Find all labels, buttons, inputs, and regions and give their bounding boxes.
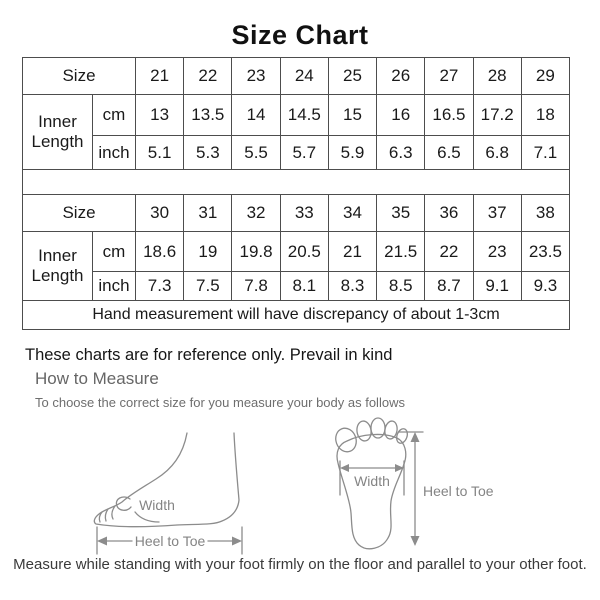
sole-heel-to-toe-label: Heel to Toe — [423, 483, 494, 499]
cm-value-cell: 16 — [377, 95, 425, 136]
inch-value-cell: 9.3 — [521, 272, 569, 301]
inch-value-cell: 5.1 — [136, 136, 184, 170]
size-cell: 30 — [136, 195, 184, 232]
inch-value-cell: 8.7 — [425, 272, 473, 301]
arrowhead-left — [340, 464, 349, 472]
size-cell: 37 — [473, 195, 521, 232]
cm-value-cell: 15 — [328, 95, 376, 136]
toe-line — [105, 509, 108, 521]
inch-value-cell: 6.8 — [473, 136, 521, 170]
size-cell: 23 — [232, 58, 280, 95]
size-cell: 24 — [280, 58, 328, 95]
inch-value-cell: 5.7 — [280, 136, 328, 170]
size-cell: 31 — [184, 195, 232, 232]
side-width-label: Width — [139, 497, 175, 513]
how-to-measure-subtitle: To choose the correct size for you measure your body as follows — [35, 395, 405, 410]
inch-value-cell: 5.5 — [232, 136, 280, 170]
size-cell: 38 — [521, 195, 569, 232]
reference-note: These charts are for reference only. Prevail in kind — [25, 346, 393, 364]
inch-value-cell: 6.5 — [425, 136, 473, 170]
cm-value-cell: 20.5 — [280, 232, 328, 272]
inch-value-cell: 5.3 — [184, 136, 232, 170]
foot-side-view-diagram — [75, 415, 265, 560]
spacer-row — [23, 170, 570, 195]
size-cell: 26 — [377, 58, 425, 95]
cm-value-cell: 21 — [328, 232, 376, 272]
table-row-sizes-2 — [23, 195, 570, 232]
measure-instruction: Measure while standing with your foot firmly on the floor and parallel to your other foot. — [13, 556, 587, 573]
arrowhead-right — [232, 537, 242, 546]
inch-value-cell: 7.8 — [232, 272, 280, 301]
cm-value-cell: 14.5 — [280, 95, 328, 136]
sole-width-label: Width — [354, 473, 390, 489]
cm-unit-label: cm — [93, 232, 136, 272]
cm-value-cell: 13.5 — [184, 95, 232, 136]
table-row-footnote — [23, 301, 570, 330]
size-cell: 28 — [473, 58, 521, 95]
cm-value-cell: 14 — [232, 95, 280, 136]
cm-value-cell: 13 — [136, 95, 184, 136]
inch-value-cell: 8.1 — [280, 272, 328, 301]
arrowhead-bottom — [411, 536, 420, 546]
cm-value-cell: 23.5 — [521, 232, 569, 272]
cm-value-cell: 19 — [184, 232, 232, 272]
spacer-cell — [23, 170, 570, 195]
size-cell: 36 — [425, 195, 473, 232]
cm-value-cell: 18.6 — [136, 232, 184, 272]
inch-value-cell: 8.5 — [377, 272, 425, 301]
inch-value-cell: 7.1 — [521, 136, 569, 170]
size-cell: 27 — [425, 58, 473, 95]
big-toe — [332, 425, 359, 454]
arrowhead-top — [411, 432, 420, 442]
cm-value-cell: 18 — [521, 95, 569, 136]
size-header-label: Size — [23, 195, 136, 232]
table-row-inch-2 — [23, 272, 570, 301]
table-row-cm-2 — [23, 232, 570, 272]
cm-value-cell: 16.5 — [425, 95, 473, 136]
size-cell: 22 — [184, 58, 232, 95]
foot-sole-view-diagram — [320, 415, 510, 560]
cm-value-cell: 21.5 — [377, 232, 425, 272]
table-row-cm-1 — [23, 95, 570, 136]
measurement-discrepancy-note: Hand measurement will have discrepancy of about 1-3cm — [23, 301, 570, 330]
inner-length-label: Inner Length — [23, 232, 93, 301]
table-row-inch-1 — [23, 136, 570, 170]
inch-unit-label: inch — [93, 136, 136, 170]
size-cell: 35 — [377, 195, 425, 232]
arrowhead-right — [395, 464, 404, 472]
inch-unit-label: inch — [93, 272, 136, 301]
second-toe — [356, 420, 373, 442]
cm-value-cell: 19.8 — [232, 232, 280, 272]
toe-line — [112, 506, 115, 519]
size-cell: 32 — [232, 195, 280, 232]
page-title: Size Chart — [231, 20, 369, 50]
arrowhead-left — [97, 537, 107, 546]
inch-value-cell: 9.1 — [473, 272, 521, 301]
size-cell: 21 — [136, 58, 184, 95]
inner-length-label: Inner Length — [23, 95, 93, 170]
inch-value-cell: 8.3 — [328, 272, 376, 301]
table-row-sizes-1 — [23, 58, 570, 95]
inch-value-cell: 7.5 — [184, 272, 232, 301]
width-pointer-curve — [135, 512, 159, 522]
inch-value-cell: 5.9 — [328, 136, 376, 170]
size-cell: 25 — [328, 58, 376, 95]
how-to-measure-title: How to Measure — [35, 369, 159, 388]
size-cell: 33 — [280, 195, 328, 232]
inch-value-cell: 6.3 — [377, 136, 425, 170]
size-table — [22, 57, 570, 330]
size-cell: 29 — [521, 58, 569, 95]
cm-unit-label: cm — [93, 95, 136, 136]
inch-value-cell: 7.3 — [136, 272, 184, 301]
cm-value-cell: 17.2 — [473, 95, 521, 136]
cm-value-cell: 22 — [425, 232, 473, 272]
cm-value-cell: 23 — [473, 232, 521, 272]
side-heel-to-toe-label: Heel to Toe — [134, 533, 206, 549]
size-header-label: Size — [23, 58, 136, 95]
size-cell: 34 — [328, 195, 376, 232]
